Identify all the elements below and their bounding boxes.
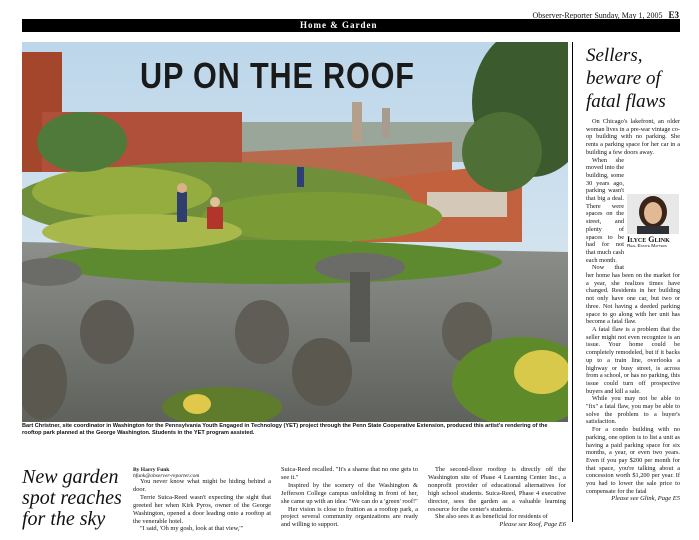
photo-caption: Bart Christner, site coordinator in Washington for the Pennsylvania Youth Engaged in Technology (YET) project through the Penn State Cooperative Extension, produced this artist's rendering of the rooftop park planned at the George Washington. Students in the YET program assisted. [22, 423, 548, 437]
sidebar-headline: Sellers, beware of fatal flaws [586, 45, 666, 112]
masthead [533, 11, 679, 20]
story-paragraph: Suica-Reed recalled. "It's a shame that no one gets to see it." [281, 466, 418, 481]
sidebar-column [586, 118, 680, 503]
story-jump-line[interactable]: Please see Roof, Page E6 [499, 521, 566, 529]
author-portrait [627, 194, 679, 234]
masthead-date: Observer-Reporter Sunday, May 1, 2005 [532, 11, 663, 20]
feature-headline: UP ON THE ROOF [140, 55, 415, 96]
rooftop-garden-illustration [22, 42, 568, 422]
byline-name: By Harry Funk [133, 467, 170, 473]
section-title: Home & Garden [300, 20, 378, 30]
story-paragraph: "I said, 'Oh my gosh, look at that view,'" [140, 525, 244, 533]
story-column-2 [281, 466, 418, 529]
story-paragraph: Terrie Suica-Reed wasn't expecting the sight that greeted her when Kirk Pyros, owner of the George Washington, opened a door leading onto a rooftop at the venerable hotel. [133, 493, 271, 525]
story-column-3 [428, 466, 566, 529]
sidebar-paragraph: Now that her home has been on the market for a year, she realizes times have changed. Residents in her building not only have one car, but two or three. Not having a deeded parking space to go along with her unit has become a fatal flaw. [586, 264, 680, 326]
story-headline: New garden spot reaches for the sky [22, 466, 122, 530]
sidebar-paragraph: For a condo building with no parking, one option is to list a unit as having a paid parking space for six months, a year, or even two years. Even if you pay $200 per month for that space, you're talking about a concession worth $1,200 per year. If you had to lower the sale price to compensate for the fatal [586, 426, 680, 495]
sidebar-jump-line[interactable]: Please see Glink, Page E5 [611, 495, 680, 503]
story-paragraph: Her vision is close to fruition as a rooftop park, a project several community organizations are ready and willing to support. [281, 505, 418, 529]
sidebar-paragraph: When she moved into the building, some 30 years ago, parking wasn't that big a deal. There were spaces on the street, and plenty of spaces to be had for not that much cash each month. [586, 156, 624, 264]
sidebar-paragraph: On Chicago's lakefront, an older woman lives in a pre-war vintage co-op building with no parking. She rents a parking space for her car in a building a few doors away. [586, 118, 680, 156]
story-paragraph: You never know what might be hiding behind a door. [133, 478, 271, 493]
byline-email: hfunk@observer-reporter.com [133, 473, 200, 479]
column-divider [572, 42, 573, 522]
story-column-1 [133, 478, 271, 533]
story-paragraph: The second-floor rooftop is directly off the Washington site of Phase 4 Learning Center Inc., a nonprofit provider of educational alternatives for high school students. Suica-Reed, Phase 4 executive director, sees the garden as a valuable learning resource for the center's students. [428, 466, 566, 513]
story-paragraph: She also sees it as beneficial for residents of [435, 513, 548, 521]
author-name: Ilyce Glink [627, 235, 670, 244]
sidebar-paragraph: While you may not be able to "fix" a fatal flaw, you may be able to solve the problem to a buyer's satisfaction. [586, 395, 680, 426]
sidebar-paragraph: A fatal flaw is a problem that the seller might not even recognize is an issue. Your home could be completely remodeled, but if it backs up to a train line, overlooks a highway or busy street, is across from a school, or has no parking, this issue could turn off prospective buyers and kill a sale. [586, 325, 680, 395]
story-paragraph: Inspired by the scenery of the Washington & Jefferson College campus unfolding in front of her, she came up with an idea: "We can do a 'green' roof!" [281, 481, 418, 505]
author-role: Real Estate Matters [627, 244, 667, 249]
page-number: E3 [668, 10, 679, 20]
